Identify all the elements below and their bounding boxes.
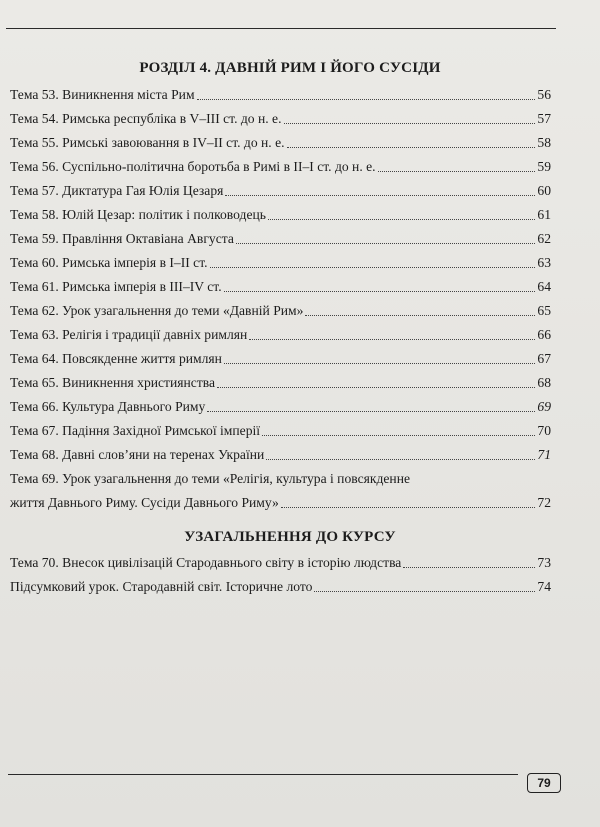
toc-entry-page: 62	[537, 231, 551, 246]
toc-entry-69[interactable]	[10, 464, 551, 512]
toc-entry-66[interactable]	[10, 392, 551, 416]
toc-entry-62[interactable]	[10, 296, 551, 320]
toc-entry-page: 71	[537, 447, 551, 462]
toc-entry-text: Тема 66. Культура Давнього Риму	[10, 399, 206, 414]
section-title-rome: РОЗДІЛ 4. ДАВНІЙ РИМ І ЙОГО СУСІДИ	[139, 60, 441, 76]
toc-entry-page: 60	[537, 183, 551, 198]
toc-entry-page: 56	[537, 87, 551, 102]
toc-entry-text: Тема 63. Релігія і традиції давніх римлян	[10, 327, 248, 342]
leader-dots	[262, 435, 535, 436]
bottom-rule	[8, 774, 518, 775]
toc-entry-text: Тема 61. Римська імперія в III–IV ст.	[10, 279, 222, 294]
toc-entry-text: Тема 59. Правління Октавіана Августа	[10, 231, 234, 246]
toc-entry-63[interactable]	[10, 320, 551, 344]
toc-entry-67[interactable]	[10, 416, 551, 440]
toc-entry-page: 64	[537, 279, 551, 294]
toc-entry-text: Тема 57. Диктатура Гая Юлія Цезаря	[10, 183, 224, 198]
leader-dots	[224, 291, 536, 292]
top-rule	[6, 28, 556, 29]
leader-dots	[224, 363, 535, 364]
toc-entry-57[interactable]	[10, 176, 551, 200]
toc-entry-text: Тема 69. Урок узагальнення до теми «Релігія, культура і повсякденне	[10, 471, 411, 486]
toc-entry-page: 73	[537, 555, 551, 570]
toc-entry-page: 66	[537, 327, 551, 342]
toc-entry-page: 63	[537, 255, 551, 270]
toc-entry-page: 65	[537, 303, 551, 318]
toc-entry-text: Тема 68. Давні слов’яни на теренах України	[10, 447, 265, 462]
toc-entry-page: 68	[537, 375, 551, 390]
toc-entry-61[interactable]	[10, 272, 551, 296]
leader-dots	[207, 411, 535, 412]
toc-section-summary	[10, 548, 551, 596]
toc-entry-text: Тема 67. Падіння Західної Римської імперії	[10, 423, 261, 438]
toc-entry-59[interactable]	[10, 224, 551, 248]
leader-dots	[268, 219, 535, 220]
toc-entry-54[interactable]	[10, 104, 551, 128]
leader-dots	[266, 459, 535, 460]
leader-dots	[378, 171, 536, 172]
toc-entry-70[interactable]	[10, 548, 551, 572]
toc-entry-page: 59	[537, 159, 551, 174]
toc-entry-text: Тема 60. Римська імперія в I–II ст.	[10, 255, 208, 270]
toc-entry-text: Тема 58. Юлій Цезар: політик і полководець	[10, 207, 266, 222]
toc-entry-64[interactable]	[10, 344, 551, 368]
toc-entry-page: 61	[537, 207, 551, 222]
toc-entry-page: 70	[537, 423, 551, 438]
leader-dots	[281, 507, 536, 508]
leader-dots	[210, 267, 536, 268]
toc-entry-text: Тема 54. Римська республіка в V–III ст. до н. е.	[10, 111, 282, 126]
toc-entry-text-continued: життя Давнього Риму. Сусіди Давнього Риму»	[10, 495, 279, 510]
toc-entry-page: 72	[537, 495, 551, 510]
toc-entry-text: Тема 62. Урок узагальнення до теми «Давній Рим»	[10, 303, 304, 318]
toc-entry-text: Тема 53. Виникнення міста Рим	[10, 87, 195, 102]
toc-entry-text: Тема 65. Виникнення християнства	[10, 375, 216, 390]
leader-dots	[403, 567, 535, 568]
toc-entry-text: Підсумковий урок. Стародавній світ. Історичне лото	[10, 579, 313, 594]
toc-entry-60[interactable]	[10, 248, 551, 272]
toc-entry-page: 69	[537, 399, 551, 414]
toc-entry-text: Тема 64. Повсякденне життя римлян	[10, 351, 222, 366]
leader-dots	[305, 315, 535, 316]
toc-section-rome	[10, 80, 551, 512]
toc-entry-text: Тема 56. Суспільно-політична боротьба в Римі в II–I ст. до н. е.	[10, 159, 376, 174]
toc-entry-56[interactable]	[10, 152, 551, 176]
toc-entry-page: 57	[537, 111, 551, 126]
leader-dots	[284, 123, 536, 124]
toc-entry-text: Тема 55. Римські завоювання в IV–II ст. до н. е.	[10, 135, 285, 150]
toc-entry-page: 74	[537, 579, 551, 594]
leader-dots	[197, 99, 536, 100]
toc-entry-final-lesson[interactable]	[10, 572, 551, 596]
toc-entry-58[interactable]	[10, 200, 551, 224]
toc-entry-text: Тема 70. Внесок цивілізацій Стародавнього світу в історію людства	[10, 555, 402, 570]
toc-entry-53[interactable]	[10, 80, 551, 104]
toc-entry-68[interactable]	[10, 440, 551, 464]
leader-dots	[225, 195, 535, 196]
leader-dots	[236, 243, 536, 244]
leader-dots	[217, 387, 535, 388]
section-title-summary: УЗАГАЛЬНЕННЯ ДО КУРСУ	[184, 529, 396, 545]
leader-dots	[314, 591, 535, 592]
toc-entry-65[interactable]	[10, 368, 551, 392]
toc-entry-page: 58	[537, 135, 551, 150]
toc-entry-page: 67	[537, 351, 551, 366]
leader-dots	[249, 339, 535, 340]
leader-dots	[287, 147, 536, 148]
page-number-badge: 79	[527, 773, 561, 793]
toc-entry-55[interactable]	[10, 128, 551, 152]
